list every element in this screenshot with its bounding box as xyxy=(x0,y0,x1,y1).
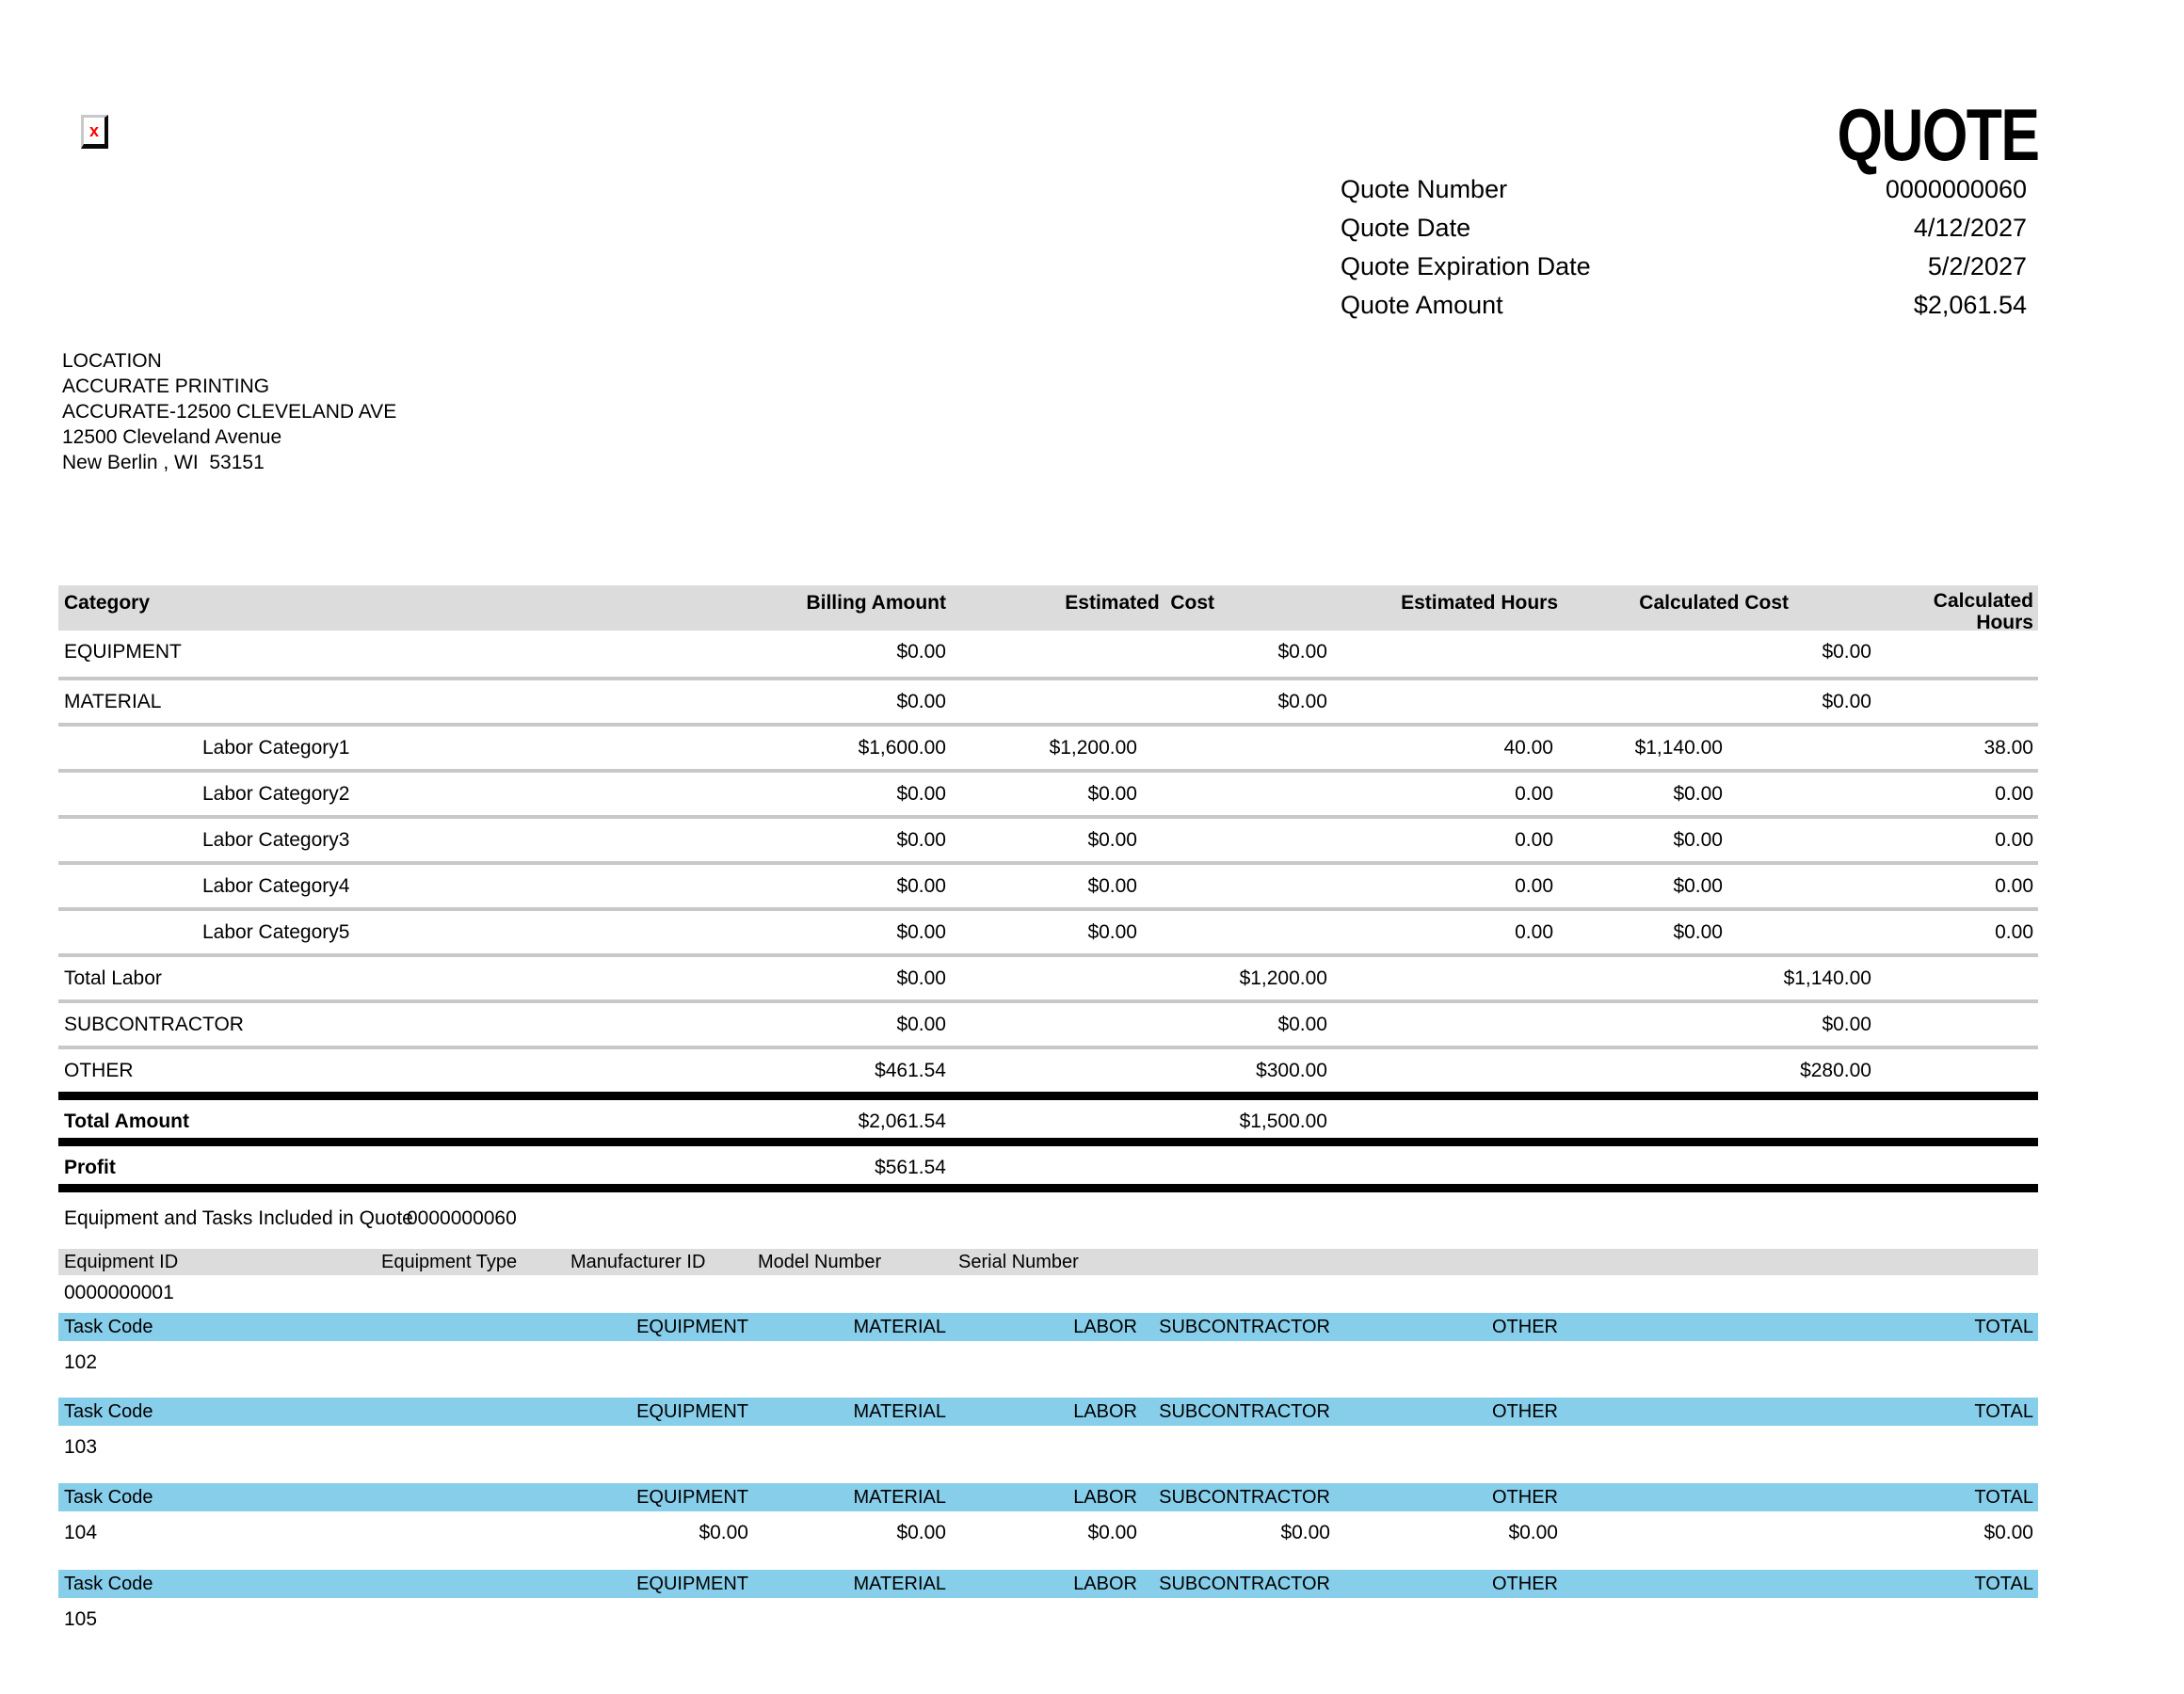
quote-amount-row xyxy=(1341,291,2027,329)
category-label: Total Amount xyxy=(64,1111,189,1132)
task-code-header-bar xyxy=(58,1313,2038,1341)
summary-row-other xyxy=(58,1046,2038,1092)
calculated-hours-value: 0.00 xyxy=(1995,875,2033,897)
task-code-header-label: Task Code xyxy=(64,1401,153,1422)
calculated-cost-value: $1,140.00 xyxy=(1783,967,1871,989)
column-header-model-number: Model Number xyxy=(758,1252,882,1272)
summary-row-material xyxy=(58,677,2038,723)
category-label: OTHER xyxy=(64,1060,134,1081)
task-code-value: 105 xyxy=(64,1608,98,1630)
task-code-value: 103 xyxy=(64,1436,98,1458)
summary-row-labor-category-3 xyxy=(58,815,2038,861)
estimated-cost-value: $0.00 xyxy=(1087,875,1137,897)
billing-amount-value: $561.54 xyxy=(875,1157,946,1178)
location-heading: LOCATION xyxy=(62,350,162,372)
category-label: Labor Category2 xyxy=(202,783,350,805)
calculated-cost-value: $0.00 xyxy=(1822,691,1871,712)
subcontractor-amount-value: $0.00 xyxy=(1280,1522,1330,1543)
quote-amount-value: $2,061.54 xyxy=(1913,291,2027,319)
column-header-labor: LABOR xyxy=(1073,1317,1137,1337)
billing-amount-value: $0.00 xyxy=(896,829,946,851)
calculated-cost-value: $0.00 xyxy=(1822,641,1871,663)
summary-table xyxy=(58,585,2038,1192)
calculated-cost-value: $0.00 xyxy=(1673,829,1723,851)
column-header-total: TOTAL xyxy=(1974,1317,2033,1337)
category-label: Labor Category5 xyxy=(202,921,350,943)
estimated-cost-value: $1,500.00 xyxy=(1239,1111,1327,1132)
column-header-equipment: EQUIPMENT xyxy=(636,1574,748,1594)
page-title: QUOTE xyxy=(1837,93,2038,176)
calculated-hours-value: 0.00 xyxy=(1995,921,2033,943)
quote-expiration-label: Quote Expiration Date xyxy=(1341,252,1591,280)
summary-bottom-rule xyxy=(58,1184,2038,1192)
column-header-serial-number: Serial Number xyxy=(958,1252,1079,1272)
equipment-tasks-title: Equipment and Tasks Included in Quote xyxy=(64,1207,413,1229)
quote-expiration-row xyxy=(1341,252,2027,291)
column-header-other: OTHER xyxy=(1492,1317,1558,1337)
quote-info xyxy=(1341,175,2027,329)
column-header-other: OTHER xyxy=(1492,1401,1558,1422)
task-code-header-label: Task Code xyxy=(64,1317,153,1337)
column-header-total: TOTAL xyxy=(1974,1401,2033,1422)
estimated-cost-value: $0.00 xyxy=(1087,783,1137,805)
column-header-billing-amount: Billing Amount xyxy=(806,592,946,614)
summary-row-equipment xyxy=(58,631,2038,677)
calculated-hours-value: 0.00 xyxy=(1995,829,2033,851)
broken-image-x-glyph: x xyxy=(88,121,99,140)
location-company: ACCURATE PRINTING xyxy=(62,376,270,397)
other-amount-value: $0.00 xyxy=(1508,1522,1558,1543)
broken-image-icon xyxy=(81,115,108,149)
billing-amount-value: $0.00 xyxy=(896,967,946,989)
column-header-category: Category xyxy=(64,592,151,614)
task-code-header-bar xyxy=(58,1398,2038,1426)
estimated-cost-value: $0.00 xyxy=(1277,1014,1327,1035)
estimated-cost-value: $0.00 xyxy=(1087,829,1137,851)
task-code-header-bar xyxy=(58,1570,2038,1598)
column-header-estimated-hours: Estimated Hours xyxy=(1401,592,1558,614)
category-label: Labor Category4 xyxy=(202,875,350,897)
column-header-labor: LABOR xyxy=(1073,1401,1137,1422)
column-header-calculated-cost: Calculated Cost xyxy=(1639,592,1789,614)
column-header-calculated-hours: Calculated Hours xyxy=(1933,590,2033,633)
category-label: MATERIAL xyxy=(64,691,162,712)
category-label: Labor Category3 xyxy=(202,829,350,851)
summary-row-total-labor xyxy=(58,953,2038,999)
billing-amount-value: $0.00 xyxy=(896,921,946,943)
category-label: EQUIPMENT xyxy=(64,641,182,663)
summary-row-subcontractor xyxy=(58,999,2038,1046)
category-label: Total Labor xyxy=(64,967,162,989)
task-section-103 xyxy=(58,1398,2038,1467)
quote-number-label: Quote Number xyxy=(1341,175,1508,203)
summary-table-header xyxy=(58,585,2038,631)
summary-row-total-amount xyxy=(58,1092,2038,1138)
summary-row-labor-category-4 xyxy=(58,861,2038,907)
location-site: ACCURATE-12500 CLEVELAND AVE xyxy=(62,401,397,423)
summary-row-labor-category-5 xyxy=(58,907,2038,953)
task-code-header-label: Task Code xyxy=(64,1487,153,1508)
estimated-hours-value: 0.00 xyxy=(1515,829,1553,851)
column-header-material: MATERIAL xyxy=(853,1401,946,1422)
calculated-cost-value: $0.00 xyxy=(1673,783,1723,805)
location-city-state-zip: New Berlin , WI 53151 xyxy=(62,452,265,473)
estimated-cost-value: $1,200.00 xyxy=(1239,967,1327,989)
billing-amount-value: $0.00 xyxy=(896,1014,946,1035)
column-header-subcontractor: SUBCONTRACTOR xyxy=(1159,1487,1330,1508)
column-header-equipment: EQUIPMENT xyxy=(636,1401,748,1422)
calculated-cost-value: $280.00 xyxy=(1800,1060,1871,1081)
estimated-hours-value: 0.00 xyxy=(1515,875,1553,897)
task-code-value: 104 xyxy=(64,1522,98,1543)
column-header-equipment-type: Equipment Type xyxy=(381,1252,518,1272)
summary-row-labor-category-2 xyxy=(58,769,2038,815)
billing-amount-value: $0.00 xyxy=(896,875,946,897)
task-section-105 xyxy=(58,1570,2038,1639)
equipment-id-value: 0000000001 xyxy=(64,1282,174,1303)
quote-number-value: 0000000060 xyxy=(1885,175,2027,203)
summary-row-profit xyxy=(58,1138,2038,1184)
equipment-table-header xyxy=(58,1249,2038,1275)
column-header-estimated-cost: Estimated Cost xyxy=(1065,592,1214,614)
estimated-hours-value: 0.00 xyxy=(1515,921,1553,943)
billing-amount-value: $0.00 xyxy=(896,691,946,712)
estimated-cost-value: $300.00 xyxy=(1256,1060,1327,1081)
calculated-cost-value: $1,140.00 xyxy=(1634,737,1723,759)
column-header-equipment-id: Equipment ID xyxy=(64,1252,179,1272)
equipment-amount-value: $0.00 xyxy=(699,1522,748,1543)
column-header-other: OTHER xyxy=(1492,1487,1558,1508)
billing-amount-value: $461.54 xyxy=(875,1060,946,1081)
task-code-value: 102 xyxy=(64,1351,98,1373)
equipment-tasks-quote-number: 0000000060 xyxy=(407,1207,517,1229)
calculated-cost-value: $0.00 xyxy=(1673,921,1723,943)
column-header-subcontractor: SUBCONTRACTOR xyxy=(1159,1317,1330,1337)
calculated-hours-value: 0.00 xyxy=(1995,783,2033,805)
quote-number-row xyxy=(1341,175,2027,214)
task-section-102 xyxy=(58,1313,2038,1382)
category-label: SUBCONTRACTOR xyxy=(64,1014,244,1035)
column-header-other: OTHER xyxy=(1492,1574,1558,1594)
column-header-subcontractor: SUBCONTRACTOR xyxy=(1159,1401,1330,1422)
location-block xyxy=(62,348,396,475)
total-amount-value: $0.00 xyxy=(1983,1522,2033,1543)
billing-amount-value: $1,600.00 xyxy=(858,737,946,759)
estimated-cost-value: $1,200.00 xyxy=(1049,737,1137,759)
column-header-total: TOTAL xyxy=(1974,1487,2033,1508)
task-code-header-label: Task Code xyxy=(64,1574,153,1594)
column-header-total: TOTAL xyxy=(1974,1574,2033,1594)
calculated-cost-value: $0.00 xyxy=(1822,1014,1871,1035)
location-street: 12500 Cleveland Avenue xyxy=(62,426,282,448)
quote-date-label: Quote Date xyxy=(1341,214,1471,242)
column-header-material: MATERIAL xyxy=(853,1487,946,1508)
labor-amount-value: $0.00 xyxy=(1087,1522,1137,1543)
column-header-material: MATERIAL xyxy=(853,1317,946,1337)
calculated-cost-value: $0.00 xyxy=(1673,875,1723,897)
billing-amount-value: $0.00 xyxy=(896,783,946,805)
quote-date-value: 4/12/2027 xyxy=(1913,214,2027,242)
task-row xyxy=(58,1426,2038,1467)
column-header-material: MATERIAL xyxy=(853,1574,946,1594)
column-header-labor: LABOR xyxy=(1073,1574,1137,1594)
column-header-equipment: EQUIPMENT xyxy=(636,1487,748,1508)
column-header-manufacturer-id: Manufacturer ID xyxy=(570,1252,706,1272)
estimated-cost-value: $0.00 xyxy=(1277,641,1327,663)
task-row xyxy=(58,1511,2038,1553)
task-row xyxy=(58,1598,2038,1639)
quote-date-row xyxy=(1341,214,2027,252)
task-code-header-bar xyxy=(58,1483,2038,1511)
estimated-hours-value: 0.00 xyxy=(1515,783,1553,805)
quote-amount-label: Quote Amount xyxy=(1341,291,1503,319)
column-header-labor: LABOR xyxy=(1073,1487,1137,1508)
billing-amount-value: $0.00 xyxy=(896,641,946,663)
material-amount-value: $0.00 xyxy=(896,1522,946,1543)
summary-row-labor-category-1 xyxy=(58,723,2038,769)
category-label: Labor Category1 xyxy=(202,737,350,759)
column-header-equipment: EQUIPMENT xyxy=(636,1317,748,1337)
calculated-hours-value: 38.00 xyxy=(1983,737,2033,759)
column-header-subcontractor: SUBCONTRACTOR xyxy=(1159,1574,1330,1594)
task-row xyxy=(58,1341,2038,1382)
billing-amount-value: $2,061.54 xyxy=(858,1111,946,1132)
task-section-104 xyxy=(58,1483,2038,1553)
equipment-tasks-caption xyxy=(58,1207,2038,1236)
quote-expiration-value: 5/2/2027 xyxy=(1927,252,2027,280)
category-label: Profit xyxy=(64,1157,116,1178)
estimated-cost-value: $0.00 xyxy=(1277,691,1327,712)
estimated-cost-value: $0.00 xyxy=(1087,921,1137,943)
estimated-hours-value: 40.00 xyxy=(1503,737,1553,759)
